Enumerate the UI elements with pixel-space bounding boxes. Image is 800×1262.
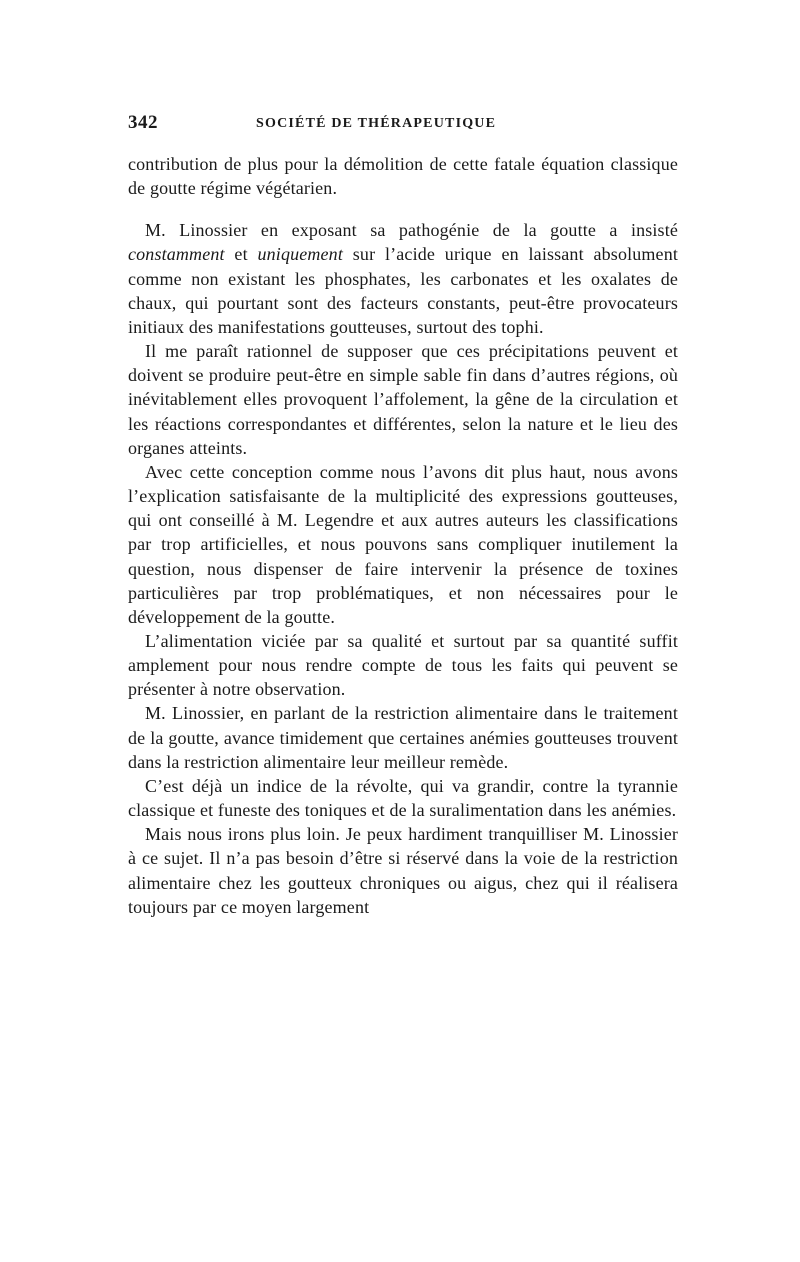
paragraph-text: et	[224, 244, 258, 265]
paragraph-alimentation: L’alimentation viciée par sa qualité et surtout par sa quantité suffit amplement pour nous rendre compte de tous les faits qui peuvent se présenter à notre observation.	[128, 630, 678, 700]
paragraph-conception: Avec cette conception comme nous l’avons dit plus haut, nous avons l’explication satisfaisante de la multiplicité des expressions goutteuses, qui ont conseillé à M. Legendre et aux autres auteurs les classifications par trop artificielles, et nous pouvons sans compliquer inutilement la question, nous dispenser de faire intervenir la présence de toxines particulières par trop problématiques, et non nécessaires pour le développement de la goutte.	[128, 461, 678, 627]
paragraph-revolte: C’est déjà un indice de la révolte, qui va grandir, contre la tyrannie classique et funeste des toniques et de la suralimentation dans les anémies.	[128, 775, 678, 821]
body-text	[128, 152, 678, 919]
paragraph-text: sur l’acide urique en laissant absolument comme non existant les phosphates, les carbonates et les oxalates de chaux, qui pourtant sont des facteurs constants, peut-être provocateurs initiaux des manifestations goutteuses, surtout des tophi.	[128, 244, 678, 337]
paragraph-linossier-pathogenie	[128, 218, 678, 339]
paragraph-precipitations: Il me paraît rationnel de supposer que ces précipitations peuvent et doivent se produire peut-être en simple sable fin dans d’autres régions, où inévitablement elles provoquent l’affolement, la gêne de la circulation et les réactions correspondantes et différentes, selon la nature et le lieu des organes atteints.	[128, 341, 678, 458]
page-number: 342	[128, 112, 158, 133]
running-title: SOCIÉTÉ DE THÉRAPEUTIQUE	[256, 116, 497, 131]
paragraph-restriction: M. Linossier, en parlant de la restriction alimentaire dans le traitement de la goutte, avance timidement que certaines anémies goutteuses trouvent dans la restriction alimentaire leur meilleur remède.	[128, 703, 678, 772]
italic-word-constamment: constamment	[128, 244, 225, 265]
paragraph-irons-plus-loin: Mais nous irons plus loin. Je peux hardiment tranquilliser M. Linossier à ce sujet. Il n’a pas besoin d’être si réservé dans la voie de la restriction alimentaire chez les goutteux chroniques ou aigus, chez qui il réalisera toujours par ce moyen largement	[128, 824, 678, 917]
paragraph-text: M. Linossier en exposant sa pathogénie de la goutte a insisté	[145, 220, 678, 241]
running-head	[128, 112, 678, 142]
italic-word-uniquement: uniquement	[257, 244, 343, 265]
paragraph-continuation: contribution de plus pour la démolition de cette fatale équation classique de goutte régime végétarien.	[128, 154, 678, 199]
book-page	[128, 112, 678, 919]
